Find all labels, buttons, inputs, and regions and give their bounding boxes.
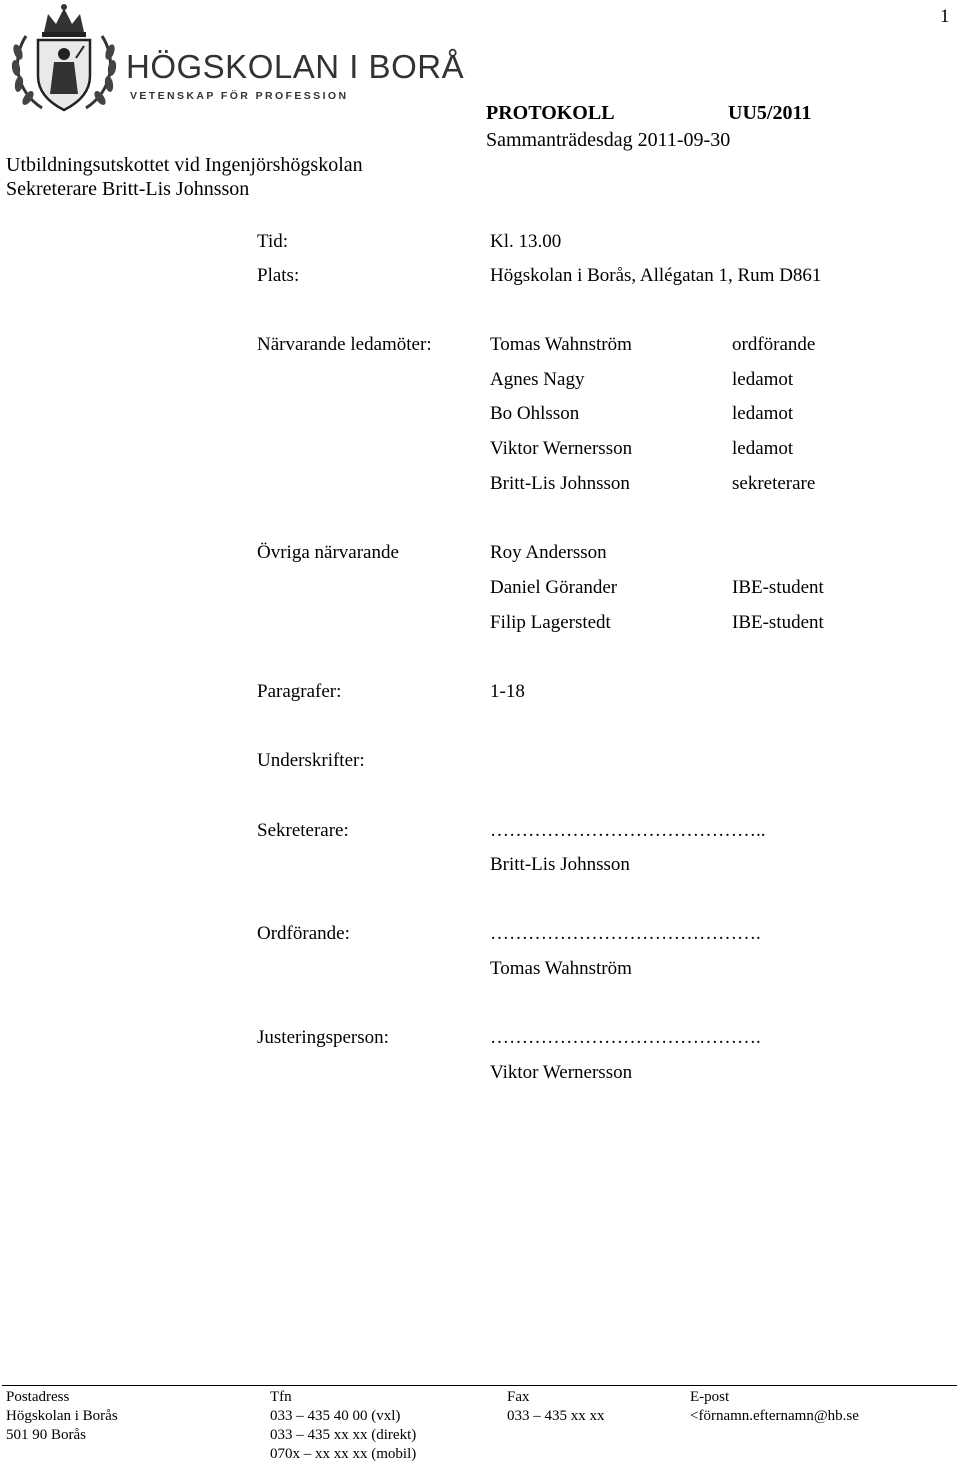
other-name: Daniel Görander — [490, 577, 618, 598]
other-name: Roy Andersson — [490, 542, 607, 563]
member-name: Agnes Nagy — [490, 369, 585, 390]
doc-type: PROTOKOLL — [486, 102, 615, 124]
secretary-line: Sekreterare Britt-Lis Johnsson — [6, 178, 250, 200]
footer-phone-header: Tfn — [270, 1389, 292, 1405]
signature-line: ……………………………………. — [490, 1027, 761, 1048]
member-name: Viktor Wernersson — [490, 438, 633, 459]
signatory-name: Britt-Lis Johnsson — [490, 854, 630, 875]
time-label: Tid: — [257, 231, 288, 252]
doc-number: UU5/2011 — [728, 102, 812, 124]
place-value: Högskolan i Borås, Allégatan 1, Rum D861 — [490, 265, 822, 286]
footer-postal-line: 501 90 Borås — [6, 1427, 86, 1443]
member-name: Britt-Lis Johnsson — [490, 473, 630, 494]
footer-phone-line: 033 – 435 xx xx (direkt) — [270, 1427, 417, 1443]
other-name: Filip Lagerstedt — [490, 612, 611, 633]
member-role: ledamot — [732, 369, 794, 390]
member-name: Tomas Wahnström — [490, 334, 632, 355]
hogskolan-logo — [4, 2, 466, 120]
logo-tagline: VETENSKAP FÖR PROFESSION — [130, 90, 349, 102]
member-name: Bo Ohlsson — [490, 403, 580, 424]
signatory-name: Tomas Wahnström — [490, 958, 632, 979]
other-role: IBE-student — [732, 612, 824, 633]
footer-phone-line: 033 – 435 40 00 (vxl) — [270, 1408, 401, 1424]
member-role: ledamot — [732, 438, 794, 459]
footer-phone-line: 070x – xx xx xx (mobil) — [270, 1446, 417, 1462]
footer-fax-header: Fax — [507, 1389, 530, 1405]
place-label: Plats: — [257, 265, 300, 286]
signature-label-adjuster: Justeringsperson: — [257, 1027, 389, 1048]
member-role: sekreterare — [732, 473, 816, 494]
member-role: ordförande — [732, 334, 816, 355]
page-number: 1 — [940, 6, 950, 27]
member-role: ledamot — [732, 403, 794, 424]
footer-postal-header: Postadress — [6, 1389, 70, 1405]
paragraphs-value: 1-18 — [490, 681, 525, 702]
paragraphs-label: Paragrafer: — [257, 681, 342, 702]
committee-name: Utbildningsutskottet vid Ingenjörshögskolan — [6, 154, 363, 176]
signature-label-chair: Ordförande: — [257, 923, 350, 944]
signature-label-secretary: Sekreterare: — [257, 820, 349, 841]
signature-line: …………………………………….. — [490, 820, 766, 841]
meeting-date: Sammanträdesdag 2011-09-30 — [486, 129, 731, 151]
time-value: Kl. 13.00 — [490, 231, 562, 252]
footer-divider — [2, 1385, 957, 1386]
signatures-label: Underskrifter: — [257, 750, 365, 771]
members-label: Närvarande ledamöter: — [257, 334, 432, 355]
footer-email-header: E-post — [690, 1389, 730, 1405]
crest-icon — [4, 2, 466, 120]
signature-line: ……………………………………. — [490, 923, 761, 944]
logo-wordmark: HÖGSKOLAN I BORÅS — [126, 48, 466, 85]
others-label: Övriga närvarande — [257, 542, 399, 563]
footer-fax-line: 033 – 435 xx xx — [507, 1408, 605, 1424]
footer-email-line: <förnamn.efternamn@hb.se — [690, 1408, 859, 1424]
other-role: IBE-student — [732, 577, 824, 598]
signatory-name: Viktor Wernersson — [490, 1062, 633, 1083]
footer-postal-line: Högskolan i Borås — [6, 1408, 118, 1424]
